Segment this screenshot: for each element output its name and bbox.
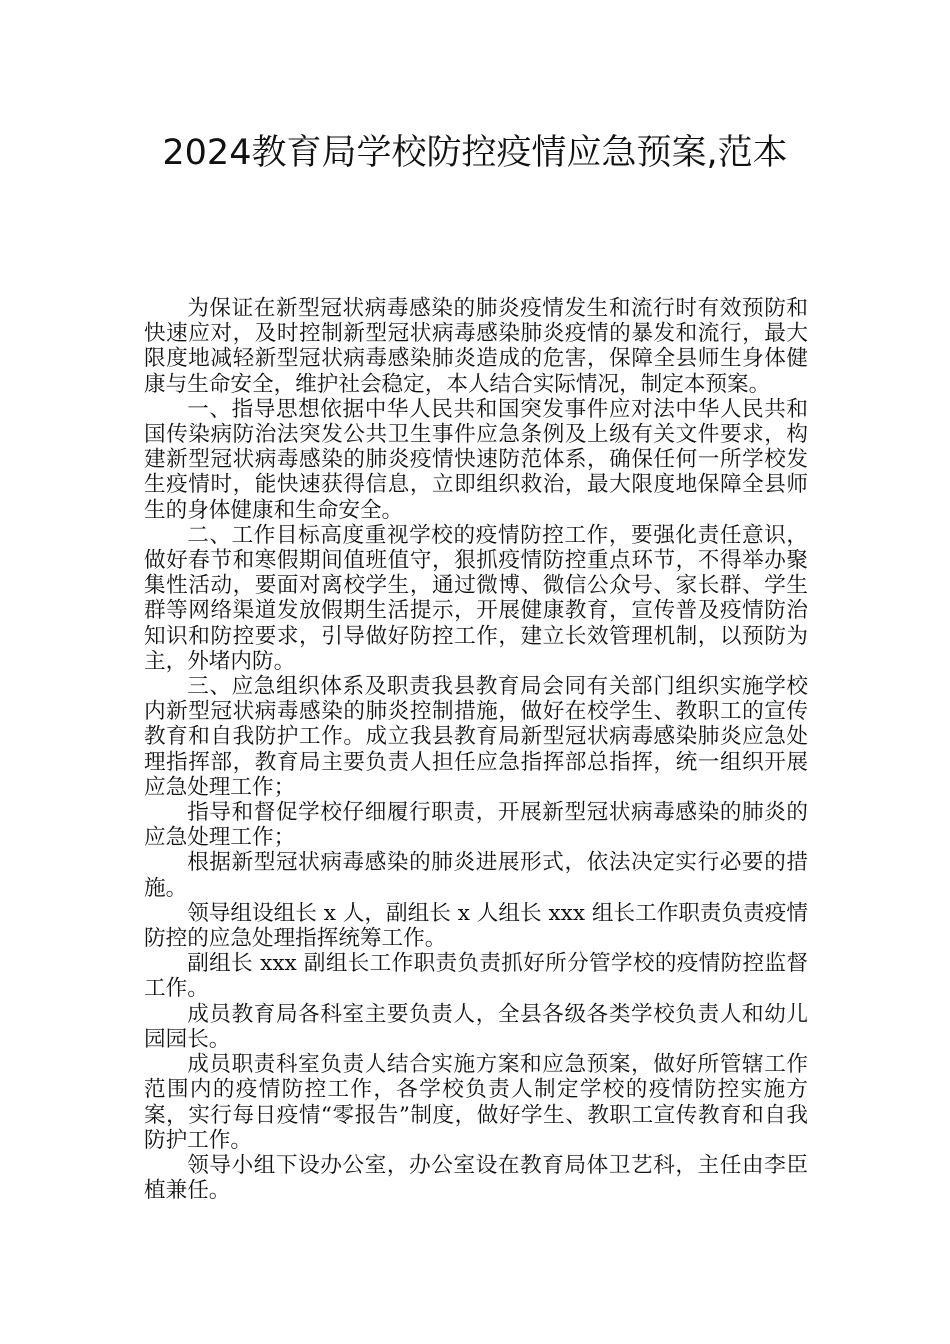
paragraph-office: 领导小组下设办公室，办公室设在教育局体卫艺科，主任由李臣植兼任。 (144, 1152, 808, 1204)
paragraph-guiding-principle: 一、指导思想依据中华人民共和国突发事件应对法中华人民共和国传染病防治法突发公共卫生事件应急条例及上级有关文件要求，构建新型冠状病毒感染的肺炎疫情快速防范体系，确保任何一所学校发生疫情时，能快速获得信息，立即组织救治，最大限度地保障全县师生的身体健康和生命安全。 (144, 396, 808, 523)
document-title: 2024教育局学校防控疫情应急预案,范本 (162, 133, 788, 173)
paragraph-emergency-organization: 三、应急组织体系及职责我县教育局会同有关部门组织实施学校内新型冠状病毒感染的肺炎控制措施，做好在校学生、教职工的宣传教育和自我防护工作。成立我县教育局新型冠状病毒感染肺炎应急处理指挥部，教育局主要负责人担任应急指挥部总指挥，统一组织开展应急处理工作； (144, 674, 808, 800)
paragraph-members: 成员教育局各科室主要负责人，全县各级各类学校负责人和幼儿园园长。 (144, 1001, 808, 1052)
paragraph-group-leader: 领导组设组长 x 人，副组长 x 人组长 xxx 组长工作职责负责疫情防控的应急处理指挥统筹工作。 (144, 900, 808, 952)
document-body (144, 296, 808, 1203)
paragraph-intro: 为保证在新型冠状病毒感染的肺炎疫情发生和流行时有效预防和快速应对，及时控制新型冠状病毒感染肺炎疫情的暴发和流行，最大限度地减轻新型冠状病毒感染肺炎造成的危害，保障全县师生身体健康与生命安全，维护社会稳定，本人结合实际情况，制定本预案。 (144, 296, 808, 397)
paragraph-measures: 根据新型冠状病毒感染的肺炎进展形式，依法决定实行必要的措施。 (144, 850, 808, 901)
paragraph-supervision: 指导和督促学校仔细履行职责，开展新型冠状病毒感染的肺炎的应急处理工作； (144, 800, 808, 851)
paragraph-deputy-leader: 副组长 xxx 副组长工作职责负责抓好所分管学校的疫情防控监督工作。 (144, 951, 808, 1002)
paragraph-member-duties: 成员职责科室负责人结合实施方案和应急预案，做好所管辖工作范围内的疫情防控工作，各学校负责人制定学校的疫情防控实施方案，实行每日疫情“零报告”制度，做好学生、教职工宣传教育和自我防护工作。 (144, 1052, 808, 1153)
paragraph-work-goals: 二、工作目标高度重视学校的疫情防控工作，要强化责任意识，做好春节和寒假期间值班值守，狠抓疫情防控重点环节，不得举办聚集性活动，要面对离校学生，通过微博、微信公众号、家长群、学生群等网络渠道发放假期生活提示，开展健康教育，宣传普及疫情防治知识和防控要求，引导做好防控工作，建立长效管理机制，以预防为主，外堵内防。 (144, 522, 808, 674)
